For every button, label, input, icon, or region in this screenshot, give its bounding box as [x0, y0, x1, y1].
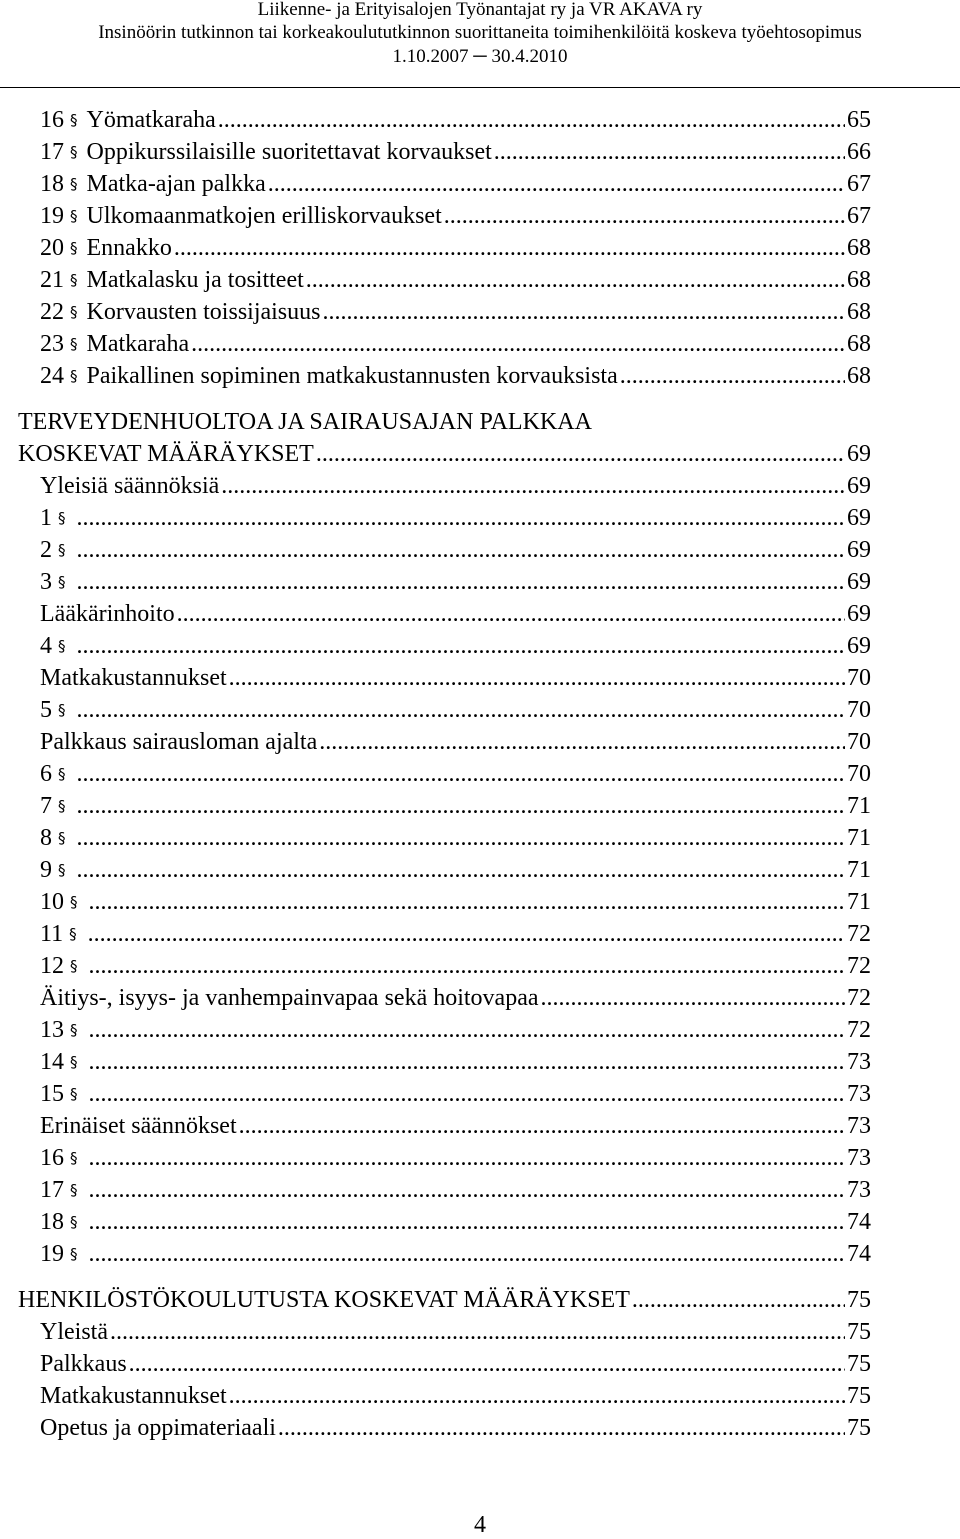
- toc-page-number: 75: [847, 1415, 871, 1441]
- toc-page-number: 65: [847, 107, 871, 133]
- section-number: 17: [40, 1177, 64, 1203]
- section-sign: §: [70, 239, 78, 257]
- toc-entry-label: [40, 1380, 227, 1412]
- section-sign: §: [70, 143, 78, 161]
- dot-leader: [229, 662, 845, 694]
- toc-page-number: 68: [847, 235, 871, 261]
- section-number: 8: [40, 825, 52, 851]
- toc-entry-label: [40, 104, 216, 138]
- toc-entry[interactable]: [40, 1380, 871, 1412]
- section-sign: §: [69, 925, 77, 943]
- section-number: 19: [40, 1241, 64, 1267]
- toc-page-number: 69: [847, 441, 871, 467]
- dot-leader: [89, 886, 846, 918]
- section-number: 9: [40, 857, 52, 883]
- toc-entry-label: [40, 758, 75, 792]
- toc-entry[interactable]: [40, 104, 871, 136]
- toc-entry[interactable]: [40, 328, 871, 360]
- toc-entry[interactable]: [18, 438, 871, 470]
- dot-leader: [174, 232, 845, 264]
- section-sign: §: [58, 829, 66, 847]
- section-sign: §: [70, 1053, 78, 1071]
- toc-entry-title: Yleistä: [40, 1319, 108, 1345]
- toc-entry-title: Opetus ja oppimateriaali: [40, 1415, 276, 1441]
- section-sign: §: [70, 111, 78, 129]
- dot-leader: [89, 1238, 846, 1270]
- dot-leader: [541, 982, 845, 1014]
- dot-leader: [77, 694, 846, 726]
- section-sign: §: [58, 861, 66, 879]
- dot-leader: [218, 104, 845, 136]
- toc-page-number: 71: [847, 793, 871, 819]
- toc-entry-title: Matka-ajan palkka: [86, 171, 266, 197]
- dot-leader: [316, 438, 845, 470]
- dot-leader: [632, 1284, 845, 1316]
- page-number: 4: [474, 1512, 486, 1538]
- toc-entry-label: [18, 1284, 630, 1316]
- dot-leader: [89, 1046, 846, 1078]
- toc-page-number: 68: [847, 363, 871, 389]
- section-number: 19: [40, 203, 64, 229]
- toc-entry-label: [40, 470, 219, 502]
- toc-entry-title: Lääkärinhoito: [40, 601, 175, 627]
- toc-entry-title: Yömatkaraha: [86, 107, 216, 133]
- section-number: 17: [40, 139, 64, 165]
- toc-entry[interactable]: [40, 1206, 871, 1238]
- toc-page-number: 69: [847, 633, 871, 659]
- toc-entry-label: [40, 1046, 87, 1080]
- toc-entry-label: [40, 886, 87, 920]
- toc-page-number: 69: [847, 505, 871, 531]
- toc-entry-label: [40, 1412, 276, 1444]
- dot-leader: [494, 136, 845, 168]
- toc-entry-label: [40, 136, 492, 170]
- toc-entry[interactable]: [40, 1078, 871, 1110]
- section-number: 3: [40, 569, 52, 595]
- dot-leader: [323, 296, 846, 328]
- toc-entry[interactable]: [40, 822, 871, 854]
- toc-page-number: 67: [847, 171, 871, 197]
- dot-leader: [268, 168, 845, 200]
- section-sign: §: [70, 957, 78, 975]
- toc-page-number: 69: [847, 537, 871, 563]
- dot-leader: [77, 534, 846, 566]
- toc-entry[interactable]: [40, 918, 871, 950]
- toc-entry-title: Palkkaus sairausloman ajalta: [40, 729, 318, 755]
- toc-page-number: 74: [847, 1209, 871, 1235]
- toc-entry-label: [18, 438, 314, 470]
- toc-entry[interactable]: [40, 360, 871, 392]
- toc-entry[interactable]: [40, 950, 871, 982]
- toc-entry[interactable]: [40, 886, 871, 918]
- toc-entry[interactable]: [40, 470, 871, 502]
- toc-entry-label: [18, 406, 592, 438]
- toc-entry-label: [40, 822, 75, 856]
- section-number: 13: [40, 1017, 64, 1043]
- toc-entry[interactable]: [40, 502, 871, 534]
- section-sign: §: [70, 893, 78, 911]
- toc-entry-label: [40, 502, 75, 536]
- toc-entry[interactable]: [40, 1110, 871, 1142]
- toc-entry-label: [40, 232, 172, 266]
- toc-entry-label: [40, 1316, 108, 1348]
- toc-page-number: 67: [847, 203, 871, 229]
- section-number: 7: [40, 793, 52, 819]
- toc-entry[interactable]: [40, 630, 871, 662]
- section-number: 10: [40, 889, 64, 915]
- section-number: 16: [40, 107, 64, 133]
- dot-leader: [239, 1110, 845, 1142]
- toc-entry[interactable]: [40, 1142, 871, 1174]
- dot-leader: [620, 360, 845, 392]
- section-number: 14: [40, 1049, 64, 1075]
- toc-page-number: 70: [847, 761, 871, 787]
- section-number: 1: [40, 505, 52, 531]
- toc-page-number: 74: [847, 1241, 871, 1267]
- toc-entry-title: Matkakustannukset: [40, 665, 227, 691]
- dot-leader: [77, 502, 846, 534]
- section-sign: §: [70, 1181, 78, 1199]
- section-sign: §: [70, 335, 78, 353]
- toc-entry-title: Matkalasku ja tositteet: [86, 267, 304, 293]
- dot-leader: [77, 566, 846, 598]
- toc-page-number: 73: [847, 1145, 871, 1171]
- toc-entry[interactable]: [40, 662, 871, 694]
- toc-entry-label: [40, 328, 189, 362]
- toc-entry-title: HENKILÖSTÖKOULUTUSTA KOSKEVAT MÄÄRÄYKSET: [18, 1287, 630, 1313]
- toc-entry[interactable]: [40, 1046, 871, 1078]
- toc-entry[interactable]: [40, 296, 871, 328]
- toc-page-number: 75: [847, 1287, 871, 1313]
- dot-leader: [229, 1380, 845, 1412]
- toc-entry-title: Palkkaus: [40, 1351, 127, 1377]
- toc-entry[interactable]: [40, 598, 871, 630]
- toc-entry-label: [40, 854, 75, 888]
- toc-page-number: 72: [847, 1017, 871, 1043]
- toc-entry[interactable]: [40, 1316, 871, 1348]
- section-number: 11: [40, 921, 64, 947]
- toc-page-number: 68: [847, 267, 871, 293]
- dot-leader: [89, 950, 846, 982]
- toc-entry-label: [40, 1206, 87, 1240]
- toc-entry-label: [40, 694, 75, 728]
- dot-leader: [221, 470, 845, 502]
- toc-entry-label: [40, 598, 175, 630]
- toc-page-number: 73: [847, 1113, 871, 1139]
- section-sign: §: [70, 271, 78, 289]
- toc-entry-label: [40, 1348, 127, 1380]
- dot-leader: [89, 1174, 846, 1206]
- toc-entry[interactable]: [40, 168, 871, 200]
- toc-entry-label: [40, 1174, 87, 1208]
- toc-entry-label: [40, 918, 86, 952]
- toc-page-number: 70: [847, 729, 871, 755]
- section-sign: §: [70, 207, 78, 225]
- dot-leader: [89, 1078, 846, 1110]
- section-sign: §: [70, 1021, 78, 1039]
- toc-entry-label: [40, 200, 442, 234]
- toc-entry-title: Oppikurssilaisille suoritettavat korvaukset: [86, 139, 492, 165]
- toc-entry-title: Matkakustannukset: [40, 1383, 227, 1409]
- toc-entry[interactable]: [40, 534, 871, 566]
- toc-entry[interactable]: [40, 758, 871, 790]
- section-sign: §: [58, 765, 66, 783]
- toc-entry[interactable]: [40, 1412, 871, 1444]
- section-number: 23: [40, 331, 64, 357]
- toc-entry-label: [40, 1014, 87, 1048]
- toc-entry-title: Korvausten toissijaisuus: [86, 299, 321, 325]
- toc-entry-title: Äitiys-, isyys- ja vanhempainvapaa sekä hoitovapaa: [40, 985, 539, 1011]
- toc-page-number: 70: [847, 665, 871, 691]
- toc-entry-label: [40, 1238, 87, 1272]
- dot-leader: [89, 1014, 846, 1046]
- dot-leader: [89, 1206, 846, 1238]
- toc-page-number: 71: [847, 889, 871, 915]
- toc-entry[interactable]: [40, 694, 871, 726]
- toc-page-number: 72: [847, 953, 871, 979]
- toc-entry[interactable]: [40, 1174, 871, 1206]
- toc-entry[interactable]: [40, 232, 871, 264]
- toc-page-number: 71: [847, 857, 871, 883]
- dot-leader: [77, 854, 846, 886]
- section-sign: §: [58, 573, 66, 591]
- section-sign: §: [58, 701, 66, 719]
- section-number: 18: [40, 1209, 64, 1235]
- section-sign: §: [70, 1245, 78, 1263]
- header-validity-period: 1.10.2007 ─ 30.4.2010: [392, 46, 568, 67]
- toc-entry[interactable]: [18, 406, 871, 438]
- toc-entry-label: [40, 168, 266, 202]
- toc-entry-label: [40, 630, 75, 664]
- toc-page-number: 70: [847, 697, 871, 723]
- toc-entry[interactable]: [40, 1238, 871, 1270]
- section-sign: §: [70, 1213, 78, 1231]
- section-sign: §: [58, 797, 66, 815]
- dot-leader: [191, 328, 845, 360]
- toc-page-number: 66: [847, 139, 871, 165]
- dot-leader: [89, 1142, 846, 1174]
- toc-entry-label: [40, 1142, 87, 1176]
- toc-entry[interactable]: [40, 790, 871, 822]
- toc-page-number: 75: [847, 1351, 871, 1377]
- toc-entry[interactable]: [40, 136, 871, 168]
- section-sign: §: [58, 541, 66, 559]
- toc-page-number: 68: [847, 331, 871, 357]
- toc-entry-label: [40, 360, 618, 394]
- section-sign: §: [58, 637, 66, 655]
- toc-entry-title: Paikallinen sopiminen matkakustannusten korvauksista: [86, 363, 618, 389]
- dot-leader: [444, 200, 845, 232]
- toc-entry-label: [40, 264, 304, 298]
- toc-entry-label: [40, 1078, 87, 1112]
- toc-entry-title: KOSKEVAT MÄÄRÄYKSET: [18, 441, 314, 467]
- toc-entry-label: [40, 790, 75, 824]
- toc-entry-title: Ulkomaanmatkojen erilliskorvaukset: [86, 203, 442, 229]
- section-number: 22: [40, 299, 64, 325]
- toc-entry-title: Erinäiset säännökset: [40, 1113, 237, 1139]
- toc-page-number: 69: [847, 569, 871, 595]
- toc-page-number: 72: [847, 921, 871, 947]
- toc-entry-label: [40, 950, 87, 984]
- toc-page-number: 75: [847, 1383, 871, 1409]
- dot-leader: [306, 264, 845, 296]
- toc-page-number: 72: [847, 985, 871, 1011]
- dot-leader: [77, 790, 846, 822]
- section-number: 2: [40, 537, 52, 563]
- toc-entry[interactable]: [40, 726, 871, 758]
- section-number: 20: [40, 235, 64, 261]
- toc-entry-label: [40, 566, 75, 600]
- toc-entry-label: [40, 296, 321, 330]
- toc-entry-title: Matkaraha: [86, 331, 190, 357]
- dot-leader: [77, 822, 846, 854]
- section-number: 4: [40, 633, 52, 659]
- dot-leader: [110, 1316, 845, 1348]
- toc-page-number: 73: [847, 1177, 871, 1203]
- toc-entry-label: [40, 982, 539, 1014]
- section-number: 5: [40, 697, 52, 723]
- toc-entry[interactable]: [40, 566, 871, 598]
- header-agreement-title: Insinöörin tutkinnon tai korkeakoulututkinnon suorittaneita toimihenkilöitä koskeva työehtosopimus: [98, 22, 862, 43]
- section-number: 6: [40, 761, 52, 787]
- toc-entry-label: [40, 1110, 237, 1142]
- toc-page-number: 69: [847, 473, 871, 499]
- section-number: 24: [40, 363, 64, 389]
- toc-entry-title: TERVEYDENHUOLTOA JA SAIRAUSAJAN PALKKAA: [18, 409, 592, 435]
- dot-leader: [278, 1412, 845, 1444]
- section-number: 21: [40, 267, 64, 293]
- toc-entry[interactable]: [40, 1348, 871, 1380]
- section-sign: §: [70, 367, 78, 385]
- toc-page-number: 69: [847, 601, 871, 627]
- dot-leader: [319, 726, 845, 758]
- section-sign: §: [70, 175, 78, 193]
- dot-leader: [129, 1348, 845, 1380]
- section-number: 18: [40, 171, 64, 197]
- toc-entry[interactable]: [18, 1284, 871, 1316]
- section-number: 15: [40, 1081, 64, 1107]
- toc-entry-label: [40, 662, 227, 694]
- section-number: 12: [40, 953, 64, 979]
- toc-entry-title: Yleisiä säännöksiä: [40, 473, 220, 499]
- section-sign: §: [70, 303, 78, 321]
- toc-entry[interactable]: [40, 854, 871, 886]
- dot-leader: [177, 598, 845, 630]
- toc-entry[interactable]: [40, 264, 871, 296]
- toc-entry-label: [40, 726, 317, 758]
- dot-leader: [77, 758, 846, 790]
- section-sign: §: [70, 1085, 78, 1103]
- section-number: 16: [40, 1145, 64, 1171]
- toc-page-number: 73: [847, 1049, 871, 1075]
- header-organizations: Liikenne- ja Erityisalojen Työnantajat ry ja VR AKAVA ry: [257, 0, 703, 20]
- toc-page-number: 75: [847, 1319, 871, 1345]
- dot-leader: [77, 630, 846, 662]
- toc-page-number: 68: [847, 299, 871, 325]
- toc-entry[interactable]: [40, 982, 871, 1014]
- dot-leader: [88, 918, 845, 950]
- toc-page-number: 73: [847, 1081, 871, 1107]
- toc-entry-label: [40, 534, 75, 568]
- toc-entry-title: Ennakko: [86, 235, 172, 261]
- toc-entry[interactable]: [40, 1014, 871, 1046]
- section-sign: §: [58, 509, 66, 527]
- toc-page-number: 71: [847, 825, 871, 851]
- section-sign: §: [70, 1149, 78, 1167]
- toc-entry[interactable]: [40, 200, 871, 232]
